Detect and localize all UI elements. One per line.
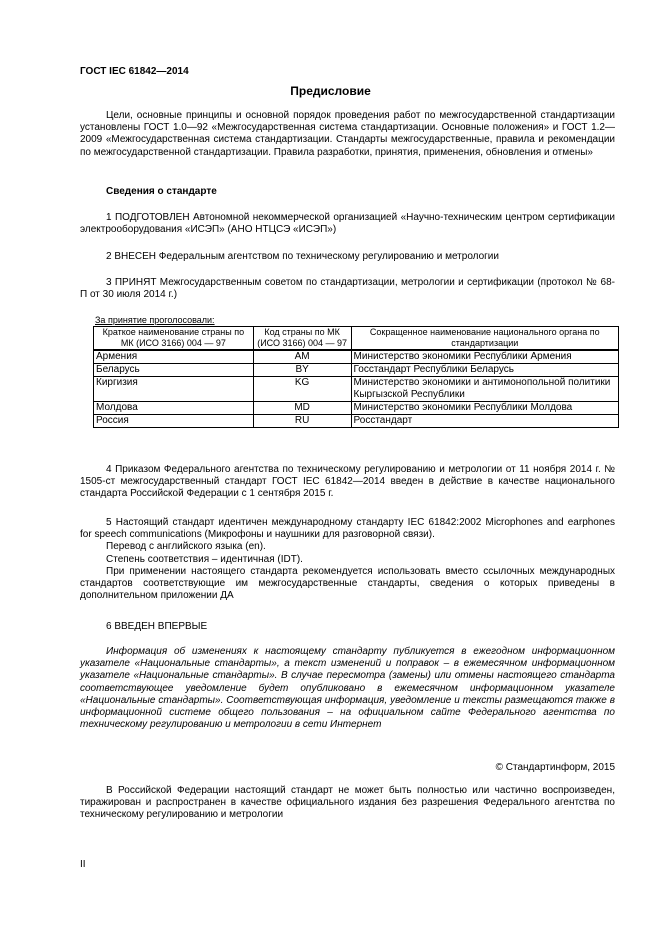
- page-title: Предисловие: [290, 84, 371, 98]
- table-row: [94, 350, 619, 364]
- legal-text: В Российской Федерации настоящий стандарт не может быть полностью или частично воспроизведен, тиражирован и распространен в качестве официального издания без разрешения Федерального агентства по техническому регулированию и метрологии: [80, 785, 615, 821]
- item-3-text: 3 ПРИНЯТ Межгосударственным советом по стандартизации, метрологии и сертификации (протокол № 68-П от 30 июля 2014 г.): [80, 277, 615, 301]
- page-number: II: [80, 859, 86, 870]
- cell-code: BY: [253, 364, 351, 377]
- cell-country: Беларусь: [94, 364, 254, 377]
- header-code: Код страны по МК (ИСО 3166) 004 — 97: [253, 327, 351, 351]
- cell-country: Киргизия: [94, 377, 254, 402]
- section-heading-block: [80, 186, 615, 198]
- header-body: Сокращенное наименование национального органа по стандартизации: [351, 327, 618, 351]
- copyright-notice: © Стандартинформ, 2015: [495, 762, 615, 773]
- item-3-block: [80, 277, 615, 301]
- info-italic-text: Информация об изменениях к настоящему стандарту публикуется в ежегодном информационном указателе «Национальные стандарты», а текст изменений и поправок – в ежемесячном информационном указателе «Национальные стандарты». В случае пересмотра (замены) или отмены настоящего стандарта соответствующее уведомление будет опубликовано в ежемесячном информационном указателе «Национальные стандарты». Соответствующая информация, уведомление и тексты размещаются также в информационной системе общего пользования – на официальном сайте Федерального агентства по техническому регулированию и метрологии в сети Интернет: [80, 646, 615, 731]
- cell-country: Молдова: [94, 402, 254, 415]
- cell-country: Армения: [94, 350, 254, 364]
- legal-block: [80, 785, 615, 822]
- intro-text: Цели, основные принципы и основной порядок проведения работ по межгосударственной стандартизации установлены ГОСТ 1.0—92 «Межгосударственная система стандартизации. Основные положения» и ГОСТ 1.2—2009 «Межгосударственная система стандартизации. Стандарты межгосударственные, правила и рекомендации по межгосударственной стандартизации. Правила разработки, принятия, применения, обновления и отмены»: [80, 110, 615, 158]
- item-4-text: 4 Приказом Федерального агентства по техническому регулированию и метрологии от 11 ноября 2014 г. № 1505-ст межгосударственный стандарт ГОСТ IEC 61842—2014 введен в действие в качестве национального стандарта Российской Федерации с 1 сентября 2015 г.: [80, 464, 615, 500]
- cell-code: MD: [253, 402, 351, 415]
- cell-code: AM: [253, 350, 351, 364]
- item-5-block: [80, 517, 615, 602]
- cell-body: Министерство экономики и антимонопольной политики Кыргызской Республики: [351, 377, 618, 402]
- cell-body: Госстандарт Республики Беларусь: [351, 364, 618, 377]
- cell-code: KG: [253, 377, 351, 402]
- item-1-block: [80, 212, 615, 236]
- item-4-block: [80, 464, 615, 501]
- table-caption: За принятие проголосовали:: [95, 315, 215, 325]
- cell-body: Министерство экономики Республики Армения: [351, 350, 618, 364]
- item-2-text: 2 ВНЕСЕН Федеральным агентством по техническому регулированию и метрологии: [106, 251, 499, 262]
- table-row: [94, 402, 619, 415]
- cell-code: RU: [253, 415, 351, 428]
- table-header-row: [94, 327, 619, 351]
- item-5-degree: Степень соответствия – идентичная (IDT).: [106, 553, 303, 565]
- item-1-text: 1 ПОДГОТОВЛЕН Автономной некоммерческой организацией «Научно-техническим центром сертификации электрооборудования «ИСЭП» (АНО НТЦСЭ «ИСЭП»): [80, 212, 615, 236]
- item-5-text: 5 Настоящий стандарт идентичен международному стандарту IEC 61842:2002 Microphones and earphones for speech communications (Микрофоны и наушники для разговорной связи).: [80, 517, 615, 541]
- cell-body: Росстандарт: [351, 415, 618, 428]
- cell-country: Россия: [94, 415, 254, 428]
- header-country: Краткое наименование страны по МК (ИСО 3166) 004 — 97: [94, 327, 254, 351]
- table-row: [94, 377, 619, 402]
- item-5-note: При применении настоящего стандарта рекомендуется использовать вместо ссылочных международных стандартов соответствующие им межгосударственные стандарты, сведения о которых приведены в дополнительном приложении ДА: [80, 565, 615, 602]
- table-row: [94, 364, 619, 377]
- item-2-block: [80, 251, 615, 263]
- document-header: ГОСТ IEC 61842—2014: [80, 66, 189, 77]
- cell-body: Министерство экономики Республики Молдова: [351, 402, 618, 415]
- section-heading: Сведения о стандарте: [106, 186, 217, 197]
- voting-table: [93, 326, 619, 428]
- table-row: [94, 415, 619, 428]
- item-6-block: [80, 621, 615, 633]
- intro-paragraph: [80, 110, 615, 159]
- item-5-translation: Перевод с английского языка (en).: [106, 541, 266, 553]
- item-6-text: 6 ВВЕДЕН ВПЕРВЫЕ: [106, 621, 208, 632]
- info-block: [80, 646, 615, 731]
